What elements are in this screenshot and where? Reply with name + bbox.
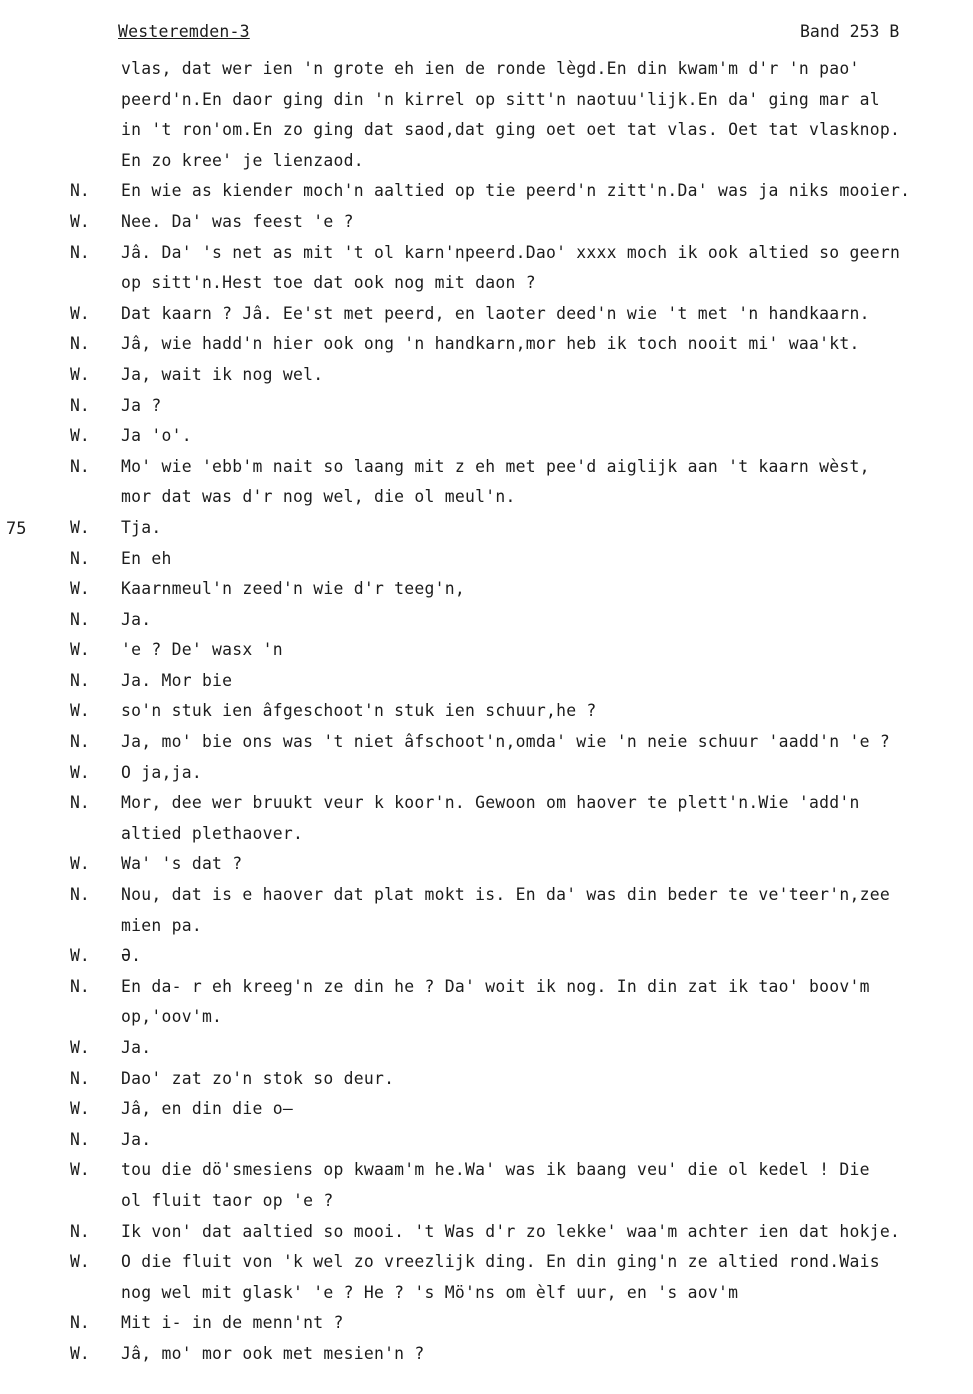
speaker-label: N. — [70, 1221, 90, 1241]
speaker-label: W. — [70, 426, 90, 446]
speaker-label: N. — [70, 181, 90, 201]
line-text: nog wel mit glask' 'e ? He ? 's Mö'ns om èlf uur, en 's aov'm — [121, 1282, 739, 1302]
speaker-label: N. — [70, 1129, 90, 1149]
speaker-label: N. — [70, 732, 90, 752]
transcript-line — [0, 972, 973, 1003]
transcript-line — [0, 758, 973, 789]
speaker-label: W. — [70, 303, 90, 323]
speaker-label: W. — [70, 640, 90, 660]
line-text: Jâ, en din die o— — [121, 1099, 294, 1119]
line-text: mien pa. — [121, 915, 202, 935]
line-text: Mit i- in de menn'nt ? — [121, 1313, 344, 1333]
speaker-label: W. — [70, 946, 90, 966]
line-text: En da- r eh kreeg'n ze din he ? Da' woit ik nog. In din zat ik tao' boov'm — [121, 976, 870, 996]
transcript-line — [0, 1155, 973, 1186]
transcript-line — [0, 1033, 973, 1064]
transcript-line — [0, 605, 973, 636]
line-text: O die fluit von 'k wel zo vreezlijk ding. En din ging'n ze altied rond.Wais — [121, 1252, 880, 1272]
transcript-line — [0, 1278, 973, 1309]
speaker-label: W. — [70, 762, 90, 782]
speaker-label: W. — [70, 211, 90, 231]
line-text: En zo kree' je lienzaod. — [121, 150, 364, 170]
line-text: Tja. — [121, 517, 162, 537]
transcript-line — [0, 1002, 973, 1033]
line-text: Mor, dee wer bruukt veur k koor'n. Gewoon om haover te plett'n.Wie 'add'n — [121, 793, 860, 813]
line-text: O ja,ja. — [121, 762, 202, 782]
line-text: Kaarnmeul'n zeed'n wie d'r teeg'n, — [121, 579, 466, 599]
line-text: Wa' 's dat ? — [121, 854, 243, 874]
line-text: Ja. — [121, 609, 152, 629]
speaker-label: W. — [70, 1252, 90, 1272]
line-text: Ə. — [121, 946, 142, 966]
speaker-label: N. — [70, 395, 90, 415]
speaker-label: N. — [70, 976, 90, 996]
transcript-line — [0, 115, 973, 146]
transcript-line — [0, 911, 973, 942]
document-title: Westeremden-3 — [118, 22, 250, 41]
transcript-line — [0, 1064, 973, 1095]
line-text: 'e ? De' wasx 'n — [121, 640, 283, 660]
transcript-body — [0, 54, 973, 1370]
speaker-label: N. — [70, 1068, 90, 1088]
speaker-label: N. — [70, 456, 90, 476]
transcript-line — [0, 788, 973, 819]
line-text: Ik von' dat aaltied so mooi. 't Was d'r zo lekke' waa'm achter ien dat hokje. — [121, 1221, 901, 1241]
transcript-line — [0, 85, 973, 116]
transcript-line — [0, 1339, 973, 1370]
speaker-label: N. — [70, 609, 90, 629]
speaker-label: W. — [70, 1099, 90, 1119]
transcript-line — [0, 727, 973, 758]
transcript-line — [0, 238, 973, 269]
line-text: Ja. Mor bie — [121, 670, 233, 690]
line-text: Ja, mo' bie ons was 't niet âfschoot'n,omda' wie 'n neie schuur 'aadd'n 'e ? — [121, 732, 890, 752]
transcript-line — [0, 452, 973, 483]
speaker-label: N. — [70, 1313, 90, 1333]
transcript-line — [0, 819, 973, 850]
line-text: Jâ. Da' 's net as mit 't ol karn'npeerd.Dao' xxxx moch ik ook altied so geern — [121, 242, 901, 262]
margin-line-number: 75 — [6, 519, 27, 539]
line-text: Ja. — [121, 1129, 152, 1149]
transcript-line — [0, 880, 973, 911]
transcript-line — [0, 421, 973, 452]
transcript-line — [0, 1308, 973, 1339]
transcript-line — [0, 329, 973, 360]
speaker-label: N. — [70, 242, 90, 262]
transcript-line — [0, 849, 973, 880]
speaker-label: W. — [70, 1160, 90, 1180]
transcript-line — [0, 1217, 973, 1248]
speaker-label: W. — [70, 854, 90, 874]
speaker-label: N. — [70, 793, 90, 813]
line-text: Dat kaarn ? Jâ. Ee'st met peerd, en laoter deed'n wie 't met 'n handkaarn. — [121, 303, 870, 323]
line-text: Ja 'o'. — [121, 426, 192, 446]
transcript-line — [0, 299, 973, 330]
transcript-line — [0, 207, 973, 238]
line-text: En wie as kiender moch'n aaltied op tie peerd'n zitt'n.Da' was ja niks mooier. — [121, 181, 911, 201]
transcript-line — [0, 146, 973, 177]
line-text: Ja, wait ik nog wel. — [121, 364, 324, 384]
line-text: in 't ron'om.En zo ging dat saod,dat ging oet oet tat vlas. Oet tat vlasknop. — [121, 120, 901, 140]
transcript-line — [0, 54, 973, 85]
speaker-label: W. — [70, 1343, 90, 1363]
line-text: En eh — [121, 548, 172, 568]
speaker-label: W. — [70, 517, 90, 537]
transcript-line — [0, 268, 973, 299]
speaker-label: W. — [70, 701, 90, 721]
speaker-label: W. — [70, 364, 90, 384]
line-text: Nee. Da' was feest 'e ? — [121, 211, 354, 231]
line-text: Mo' wie 'ebb'm nait so laang mit z eh met pee'd aiglijk aan 't kaarn wèst, — [121, 456, 870, 476]
transcript-line — [0, 1247, 973, 1278]
line-text: Dao' zat zo'n stok so deur. — [121, 1068, 395, 1088]
speaker-label: N. — [70, 334, 90, 354]
transcript-line — [0, 513, 973, 544]
line-text: mor dat was d'r nog wel, die ol meul'n. — [121, 487, 516, 507]
line-text: op sitt'n.Hest toe dat ook nog mit daon ? — [121, 273, 536, 293]
transcript-line — [0, 1094, 973, 1125]
transcript-line — [0, 666, 973, 697]
line-text: Nou, dat is e haover dat plat mokt is. En da' was din beder te ve'teer'n,zee — [121, 885, 890, 905]
transcript-line — [0, 696, 973, 727]
transcript-line — [0, 482, 973, 513]
transcript-line — [0, 544, 973, 575]
transcript-line — [0, 391, 973, 422]
line-text: Ja ? — [121, 395, 162, 415]
speaker-label: N. — [70, 548, 90, 568]
transcript-line — [0, 635, 973, 666]
speaker-label: N. — [70, 885, 90, 905]
tape-reference: Band 253 B — [800, 22, 900, 41]
transcript-line — [0, 360, 973, 391]
line-text: op,'oov'm. — [121, 1007, 223, 1027]
line-text: Jâ, wie hadd'n hier ook ong 'n handkarn,mor heb ik toch nooit mi' waa'kt. — [121, 334, 860, 354]
line-text: peerd'n.En daor ging din 'n kirrel op sitt'n naotuu'lijk.En da' ging mar al — [121, 89, 880, 109]
transcript-line — [0, 574, 973, 605]
line-text: altied plethaover. — [121, 823, 304, 843]
transcript-line — [0, 176, 973, 207]
line-text: tou die dö'smesiens op kwaam'm he.Wa' was ik baang veu' die ol kedel ! Die — [121, 1160, 870, 1180]
transcript-line — [0, 941, 973, 972]
speaker-label: W. — [70, 1038, 90, 1057]
line-text: ol fluit taor op 'e ? — [121, 1190, 334, 1210]
line-text: vlas, dat wer ien 'n grote eh ien de ronde lègd.En din kwam'm d'r 'n pao' — [121, 59, 860, 78]
line-text: Jâ, mo' mor ook met mesien'n ? — [121, 1343, 425, 1363]
line-text: Ja. — [121, 1038, 152, 1057]
speaker-label: N. — [70, 670, 90, 690]
transcript-line — [0, 1125, 973, 1156]
line-text: so'n stuk ien âfgeschoot'n stuk ien schuur,he ? — [121, 701, 597, 721]
speaker-label: W. — [70, 579, 90, 599]
transcript-line — [0, 1186, 973, 1217]
